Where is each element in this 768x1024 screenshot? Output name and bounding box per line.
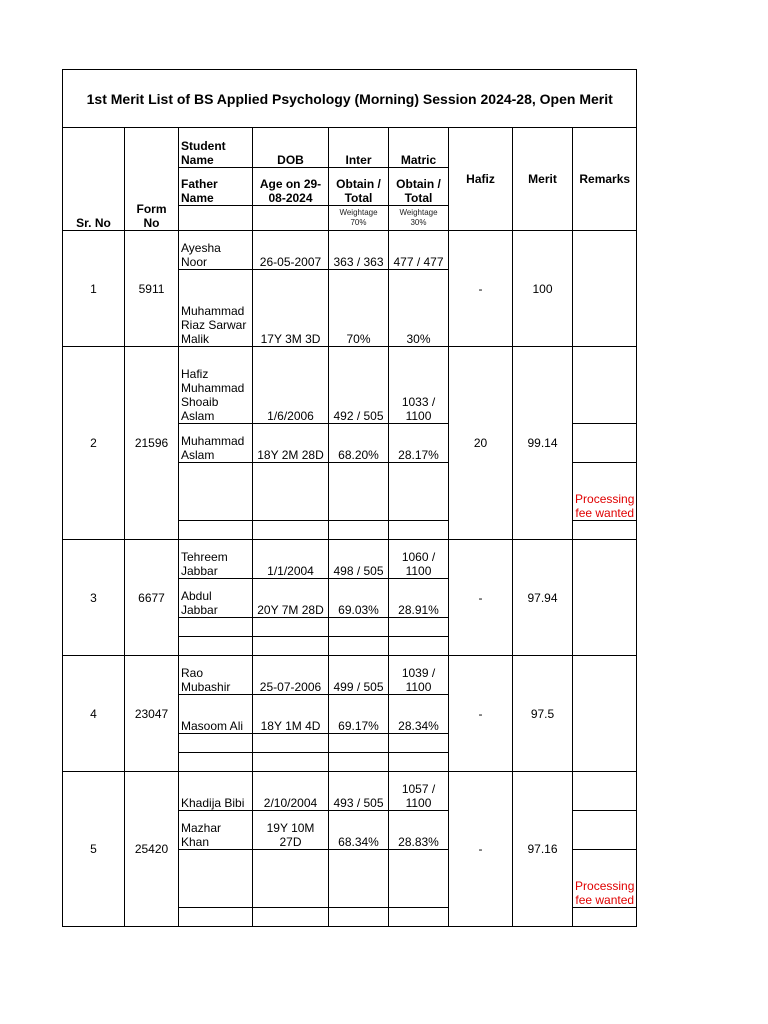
row-3-matric: 1060 / 1100 (389, 540, 449, 579)
row-4-hafiz: - (449, 656, 513, 772)
empty-cell (389, 734, 449, 753)
row-2-matric-pct: 28.17% (389, 424, 449, 463)
row-4-age: 18Y 1M 4D (253, 695, 329, 734)
row-3-sr: 3 (63, 540, 125, 656)
empty-cell (329, 521, 389, 540)
empty-cell (389, 753, 449, 772)
row-1-inter: 363 / 363 (329, 231, 389, 270)
empty-cell (253, 850, 329, 908)
empty-cell (179, 908, 253, 927)
page-title: 1st Merit List of BS Applied Psychology (Morning) Session 2024-28, Open Merit (63, 70, 637, 128)
row-4-dob: 25-07-2006 (253, 656, 329, 695)
empty-cell (389, 618, 449, 637)
row-5-dob: 2/10/2004 (253, 772, 329, 811)
header-inter-obtain: Obtain / Total (329, 168, 389, 206)
row-2-inter: 492 / 505 (329, 347, 389, 424)
row-5-student: Khadija Bibi (179, 772, 253, 811)
empty-cell (179, 463, 253, 521)
row-3-hafiz: - (449, 540, 513, 656)
header-sr-no: Sr. No (63, 128, 125, 231)
row-4-form: 23047 (125, 656, 179, 772)
row-2-form: 21596 (125, 347, 179, 540)
row-2-merit: 99.14 (513, 347, 573, 540)
merit-list-table (62, 69, 637, 927)
empty-cell (253, 734, 329, 753)
row-1-merit: 100 (513, 231, 573, 347)
row-4-father: Masoom Ali (179, 695, 253, 734)
row-5-remarks-blank (573, 772, 637, 811)
row-1-matric-pct: 30% (389, 270, 449, 347)
empty-cell (179, 618, 253, 637)
row-5-merit: 97.16 (513, 772, 573, 927)
row-2-sr: 2 (63, 347, 125, 540)
row-4-inter-pct: 69.17% (329, 695, 389, 734)
empty-cell (253, 618, 329, 637)
row-3-inter: 498 / 505 (329, 540, 389, 579)
row-5-sr: 5 (63, 772, 125, 927)
row-2-remarks: Processing fee wanted (573, 463, 637, 521)
row-3-age: 20Y 7M 28D (253, 579, 329, 618)
row-3-merit: 97.94 (513, 540, 573, 656)
row-1-inter-pct: 70% (329, 270, 389, 347)
row-5-matric: 1057 / 1100 (389, 772, 449, 811)
empty-cell (329, 753, 389, 772)
empty-cell (329, 850, 389, 908)
row-2-remarks-blank (573, 424, 637, 463)
empty-cell (389, 908, 449, 927)
empty-cell (179, 637, 253, 656)
row-5-father: Mazhar Khan (179, 811, 253, 850)
empty-cell (389, 463, 449, 521)
row-4-remarks (573, 656, 637, 772)
row-3-matric-pct: 28.91% (389, 579, 449, 618)
header-age-on: Age on 29-08-2024 (253, 168, 329, 206)
empty-cell (179, 753, 253, 772)
empty-cell (253, 908, 329, 927)
empty-cell (179, 521, 253, 540)
row-1-matric: 477 / 477 (389, 231, 449, 270)
row-4-sr: 4 (63, 656, 125, 772)
row-2-matric: 1033 / 1100 (389, 347, 449, 424)
header-dob: DOB (253, 128, 329, 168)
header-matric: Matric (389, 128, 449, 168)
header-matric-obtain: Obtain / Total (389, 168, 449, 206)
row-3-father: Abdul Jabbar (179, 579, 253, 618)
row-5-remarks: Processing fee wanted (573, 850, 637, 908)
row-3-form: 6677 (125, 540, 179, 656)
row-1-dob: 26-05-2007 (253, 231, 329, 270)
empty-cell (253, 463, 329, 521)
empty-cell (329, 908, 389, 927)
row-1-sr: 1 (63, 231, 125, 347)
empty-cell (253, 637, 329, 656)
empty-cell (573, 908, 637, 927)
empty-cell (179, 734, 253, 753)
header-matric-weightage: Weightage 30% (389, 206, 449, 231)
row-3-dob: 1/1/2004 (253, 540, 329, 579)
empty-cell (179, 206, 253, 231)
empty-cell (389, 521, 449, 540)
row-4-matric-pct: 28.34% (389, 695, 449, 734)
header-student-name: Student Name (179, 128, 253, 168)
row-2-dob: 1/6/2006 (253, 347, 329, 424)
row-4-student: Rao Mubashir (179, 656, 253, 695)
empty-cell (253, 521, 329, 540)
header-hafiz: Hafiz (449, 128, 513, 231)
header-inter: Inter (329, 128, 389, 168)
row-1-student: Ayesha Noor (179, 231, 253, 270)
row-3-inter-pct: 69.03% (329, 579, 389, 618)
row-1-hafiz: - (449, 231, 513, 347)
row-4-merit: 97.5 (513, 656, 573, 772)
row-5-remarks-blank (573, 811, 637, 850)
row-1-form: 5911 (125, 231, 179, 347)
header-form-no: Form No (125, 128, 179, 231)
row-1-age: 17Y 3M 3D (253, 270, 329, 347)
header-inter-weightage: Weightage 70% (329, 206, 389, 231)
header-remarks: Remarks (573, 128, 637, 231)
row-5-age: 19Y 10M 27D (253, 811, 329, 850)
row-2-remarks-blank (573, 347, 637, 424)
empty-cell (179, 850, 253, 908)
empty-cell (253, 206, 329, 231)
empty-cell (329, 618, 389, 637)
empty-cell (253, 753, 329, 772)
empty-cell (573, 521, 637, 540)
row-2-father: Muhammad Aslam (179, 424, 253, 463)
row-4-matric: 1039 / 1100 (389, 656, 449, 695)
row-2-age: 18Y 2M 28D (253, 424, 329, 463)
row-1-remarks (573, 231, 637, 347)
empty-cell (329, 637, 389, 656)
header-merit: Merit (513, 128, 573, 231)
row-5-hafiz: - (449, 772, 513, 927)
row-5-matric-pct: 28.83% (389, 811, 449, 850)
header-father-name: Father Name (179, 168, 253, 206)
row-2-inter-pct: 68.20% (329, 424, 389, 463)
row-5-form: 25420 (125, 772, 179, 927)
row-4-inter: 499 / 505 (329, 656, 389, 695)
row-5-inter: 493 / 505 (329, 772, 389, 811)
empty-cell (329, 463, 389, 521)
empty-cell (389, 850, 449, 908)
row-1-father: Muhammad Riaz Sarwar Malik (179, 270, 253, 347)
row-5-inter-pct: 68.34% (329, 811, 389, 850)
row-2-student: Hafiz Muhammad Shoaib Aslam (179, 347, 253, 424)
empty-cell (329, 734, 389, 753)
row-3-student: Tehreem Jabbar (179, 540, 253, 579)
empty-cell (389, 637, 449, 656)
row-2-hafiz: 20 (449, 347, 513, 540)
row-3-remarks (573, 540, 637, 656)
